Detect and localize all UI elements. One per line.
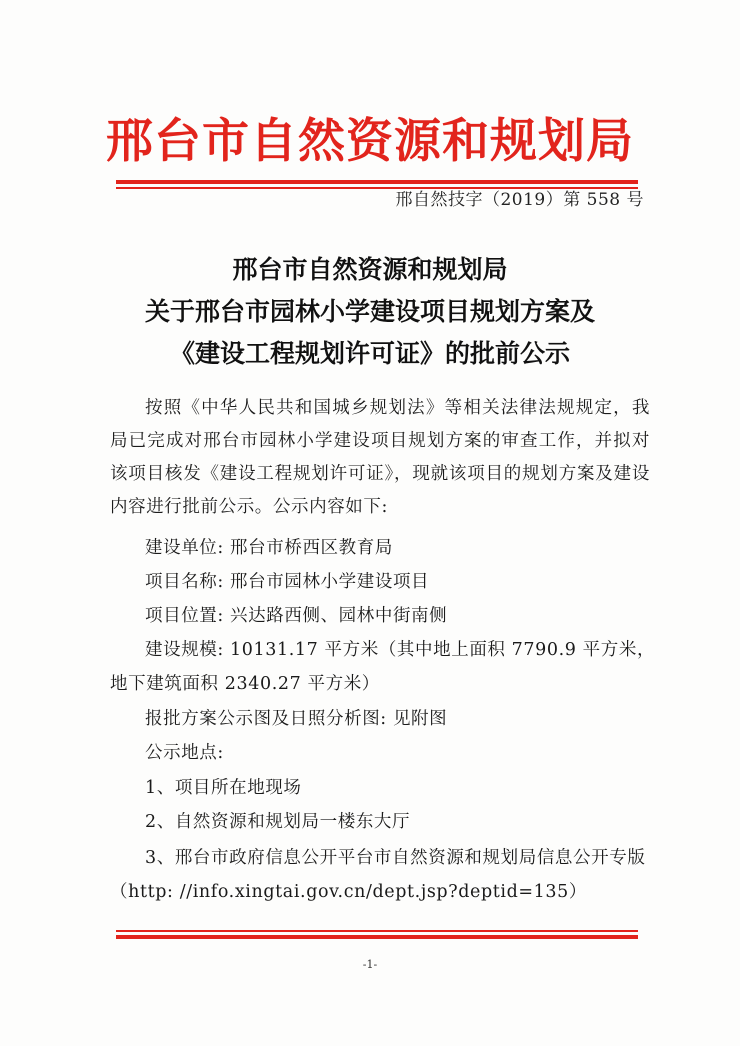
- construction-unit: 建设单位: 邢台市桥西区教育局: [145, 538, 393, 558]
- public-location-3-url: （http: //info.xingtai.gov.cn/dept.jsp?deptid=135）: [110, 882, 587, 902]
- public-location-2: 2、自然资源和规划局一楼东大厅: [145, 812, 411, 832]
- page-number: -1-: [362, 958, 378, 971]
- document-number: 邢自然技字（2019）第 558 号: [395, 190, 644, 210]
- construction-scale-line-1: 建设规模: 10131.17 平方米（其中地上面积 7790.9 平方米，: [145, 640, 656, 660]
- project-name: 项目名称: 邢台市园林小学建设项目: [145, 572, 430, 592]
- intro-paragraph: 按照《中华人民共和国城乡规划法》等相关法律法规规定，我局已完成对邢台市园林小学建设项目规划方案的审查工作，并拟对该项目核发《建设工程规划许可证》，现就该项目的规划方案及建设内容进行批前公示。公示内容如下:: [110, 398, 650, 517]
- footer-rule-thin: [116, 930, 638, 932]
- construction-scale-line-2: 地下建筑面积 2340.27 平方米）: [110, 674, 380, 694]
- public-location-3: 3、邢台市政府信息公开平台市自然资源和规划局信息公开专版: [145, 848, 646, 868]
- agency-header: 邢台市自然资源和规划局: [106, 114, 634, 169]
- project-location: 项目位置: 兴达路西侧、园林中街南侧: [145, 606, 448, 626]
- footer-rule-thick: [116, 935, 638, 939]
- title-line-1: 邢台市自然资源和规划局: [232, 255, 508, 284]
- attachment-note: 报批方案公示图及日照分析图: 见附图: [145, 709, 448, 729]
- header-rule-thick: [116, 180, 638, 184]
- public-locations-label: 公示地点:: [145, 743, 224, 763]
- title-line-2: 关于邢台市园林小学建设项目规划方案及: [144, 297, 595, 326]
- title-line-3: 《建设工程规划许可证》的批前公示: [169, 339, 570, 368]
- public-location-1: 1、项目所在地现场: [145, 778, 302, 798]
